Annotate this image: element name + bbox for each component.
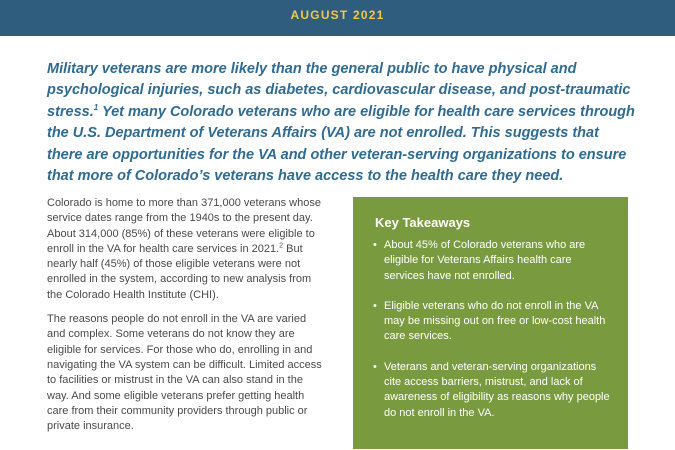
key-takeaways-title: Key Takeaways [375, 215, 471, 230]
key-takeaways-list [373, 238, 613, 436]
intro-text-part1: Military veterans are more likely than the general public to have physical and psychological injuries, such as diabetes, cardiovascular disease, and post-traumatic stress. [47, 61, 631, 120]
takeaway-text: About 45% of Colorado veterans who are eligible for Veterans Affairs health care services have not enrolled. [384, 239, 586, 282]
takeaway-text: Veterans and veteran-serving organizations cite access barriers, mistrust, and lack of awareness of eligibility as reasons why people do not enroll in the VA. [384, 360, 610, 419]
takeaway-text: Eligible veterans who do not enroll in the VA may be missing out on free or low-cost health care services. [384, 299, 606, 343]
body-column [47, 196, 327, 443]
header-band [0, 0, 675, 36]
key-takeaways-box [353, 197, 628, 449]
takeaway-item [373, 299, 613, 345]
body-paragraph-1-part2: But nearly half (45%) of those eligible veterans were not enrolled in the system, according to new analysis from the Colorado Health Institute (CHI). [47, 242, 312, 301]
takeaway-item [373, 360, 613, 421]
takeaway-item [373, 238, 613, 284]
footnote-marker-1: 1 [93, 102, 99, 112]
report-date: AUGUST 2021 [290, 8, 385, 22]
intro-summary [47, 59, 637, 187]
body-paragraph-1 [47, 196, 327, 303]
bullet-icon: • [373, 360, 377, 373]
footnote-marker-2: 2 [279, 242, 284, 250]
intro-text-part2: Yet many Colorado veterans who are eligible for health care services through the U.S. Department of Veterans Affairs (VA) are not enrolled. This suggests that there are opportunities for the VA and other veteran-serving organizations to ensure that more of Colorado’s veterans have access to the health care they need. [47, 103, 635, 185]
body-paragraph-2: The reasons people do not enroll in the VA are varied and complex. Some veterans do not know they are eligible for services. For those who do, enrolling in and navigating the VA system can be difficult. Limited access to facilities or mistrust in the VA can also stand in the way. And some eligible veterans prefer getting health care from their community providers through public or private insurance. [47, 313, 322, 433]
body-paragraph-1-part1: Colorado is home to more than 371,000 veterans whose service dates range from the 1940s to the present day. About 314,000 (85%) of these veterans were eligible to enroll in the VA for health care services in 2021. [47, 197, 321, 255]
bullet-icon: • [373, 239, 377, 251]
bullet-icon: • [373, 299, 377, 312]
